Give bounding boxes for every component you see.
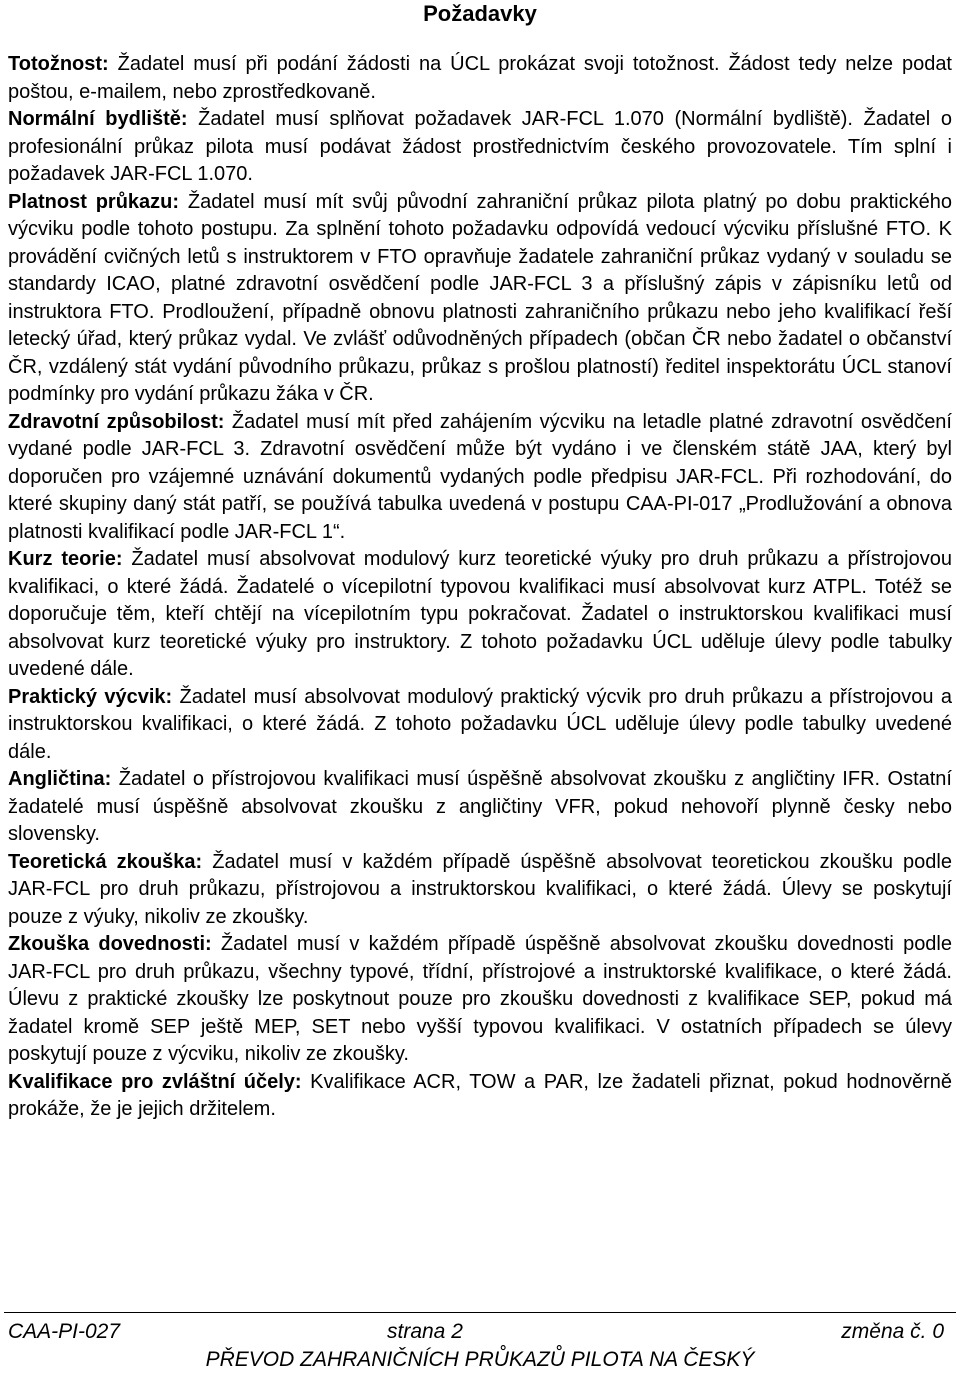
paragraph-text: Žadatel musí absolvovat modulový praktický výcvik pro druh průkazu a přístrojovou a instruktorskou kvalifikaci, o které žádá. Z tohoto požadavku ÚCL uděluje úlevy podle tabulky uvedené dále. [8, 685, 952, 763]
paragraph-label: Teoretická zkouška: [8, 850, 203, 873]
paragraph-text: Žadatel musí v každém případě úspěšně absolvovat zkoušku dovednosti podle JAR-FCL pro druh průkazu, všechny typové, třídní, přístrojové a instruktorské kvalifikace, o které žádá. Úlevu z praktické zkoušky lze poskytnout pouze pro zkoušku dovednosti z kvalifikace SEP, pokud má žadatel kromě SEP ještě MEP, SET nebo vyšší typovou kvalifikaci. V ostatních případech se úlevy poskytují pouze z výcviku, nikoliv ze zkoušky. [8, 933, 952, 1065]
paragraph-practical-training [8, 684, 952, 767]
paragraph-label: Normální bydliště: [8, 108, 188, 130]
paragraph-text: Žadatel musí v každém případě úspěšně absolvovat teoretickou zkoušku podle JAR-FCL pro druh průkazu, přístrojovou a instruktorskou kvalifikaci, o které žádá. Úlevy se poskytují pouze z výuky, nikoliv ze zkoušky. [8, 850, 952, 928]
requirements-body [8, 51, 952, 1124]
paragraph-theory-course [8, 546, 952, 684]
paragraph-text: Žadatel musí splňovat požadavek JAR-FCL 1.070 (Normální bydliště). Žadatel o profesionální průkaz pilota musí podávat žádost prostřednictvím českého provozovatele. Tím splní i požadavek JAR-FCL 1.070. [8, 108, 952, 185]
paragraph-text: Žadatel musí absolvovat modulový kurz teoretické výuky pro druh průkazu a přístrojovou kvalifikaci, o které žádá. Žadatelé o vícepilotní typovou kvalifikaci musí absolvovat kurz ATPL. Totéž se doporučuje těm, kteří chtějí na vícepilotním typu pokračovat. Žadatel o instruktorskou kvalifikaci musí absolvovat kurz teoretické výuky pro instruktory. Z tohoto požadavku ÚCL uděluje úlevy podle tabulky uvedené dále. [8, 548, 952, 680]
paragraph-label: Totožnost: [8, 53, 109, 75]
footer-change-number: změna č. 0 [841, 1320, 944, 1343]
footer-row [4, 1313, 956, 1345]
paragraph-text: Žadatel musí mít svůj původní zahraniční průkaz pilota platný po dobu praktického výcviku podle tohoto postupu. Za splnění tohoto požadavku odpovídá vedoucí výcviku příslušné FTO. K provádění cvičných letů s instruktorem v FTO opravňuje žadatele zahraniční průkaz vydaný v souladu se standardy ICAO, platné zdravotní osvědčení podle JAR-FCL 3 a příslušný zápis v zápisníku letů od instruktora FTO. Prodloužení, případně obnovu platnosti zahraničního průkazu nebo jeho kvalifikací řeší letecký úřad, který průkaz vydal. Ve zvlášť odůvodněných případech (občan ČR nebo žadatel o občanství ČR, vzdálený stát vydání původního průkazu, průkaz s prošlou platností) ředitel inspektorátu ÚCL stanoví podmínky pro vydání průkazu žáka v ČR. [8, 190, 952, 405]
paragraph-label: Kurz teorie: [8, 548, 123, 570]
page-title: Požadavky [423, 1, 537, 26]
paragraph-label: Angličtina: [8, 768, 112, 790]
paragraph-special-ratings [8, 1069, 952, 1124]
paragraph-label: Praktický výcvik: [8, 685, 173, 708]
paragraph-text: Žadatel musí při podání žádosti na ÚCL prokázat svoji totožnost. Žádost tedy nelze podat poštou, e-mailem, nebo zprostředkovaně. [8, 53, 952, 103]
paragraph-theoretical-exam [8, 849, 952, 932]
footer-document-title: PŘEVOD ZAHRANIČNÍCH PRŮKAZŮ PILOTA NA ČESKÝ [205, 1348, 755, 1371]
paragraph-label: Zkouška dovednosti: [8, 933, 212, 955]
paragraph-label: Platnost průkazu: [8, 190, 180, 213]
footer-doc-id: CAA-PI-027 [8, 1320, 121, 1343]
paragraph-skill-test [8, 931, 952, 1069]
paragraph-label: Zdravotní způsobilost: [8, 410, 225, 433]
paragraph-identity [8, 51, 952, 106]
paragraph-license-validity [8, 189, 952, 409]
paragraph-text: Žadatel o přístrojovou kvalifikaci musí úspěšně absolvovat zkoušku z angličtiny IFR. Ostatní žadatelé musí úspěšně absolvovat zkoušku z angličtiny VFR, pokud nehovoří plynně česky nebo slovensky. [8, 768, 952, 845]
paragraph-label: Kvalifikace pro zvláštní účely: [8, 1070, 302, 1093]
footer-page-number: strana 2 [387, 1320, 463, 1343]
paragraph-text: Žadatel musí mít před zahájením výcviku na letadle platné zdravotní osvědčení vydané podle JAR-FCL 3. Zdravotní osvědčení může být vydáno i ve členském státě JAA, který byl doporučen pro vzájemné uznávání dokumentů vydaných podle předpisu JAR-FCL. Při rozhodování, do které skupiny daný stát patří, se používá tabulka uvedená v postupu CAA-PI-017 „Prodlužování a obnova platnosti kvalifikací podle JAR-FCL 1“. [8, 410, 952, 543]
paragraph-medical-fitness [8, 409, 952, 547]
paragraph-residence [8, 106, 952, 189]
page-footer [4, 1312, 956, 1375]
paragraph-text: Kvalifikace ACR, TOW a PAR, lze žadateli přiznat, pokud hodnověrně prokáže, že je jejich držitelem. [8, 1070, 953, 1120]
paragraph-english [8, 766, 952, 849]
